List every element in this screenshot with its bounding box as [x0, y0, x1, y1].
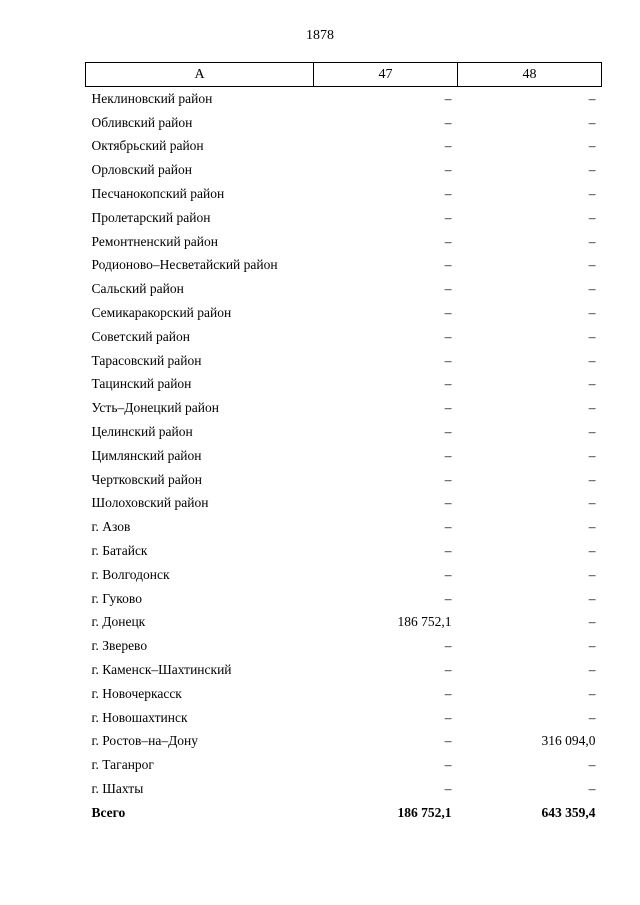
row-name: г. Шахты	[91, 781, 144, 796]
table-row	[86, 182, 602, 206]
value-col-47: –	[444, 757, 452, 773]
table-row	[86, 515, 602, 539]
table-row	[86, 396, 602, 420]
table-row	[86, 587, 602, 611]
table-row	[86, 539, 602, 563]
value-col-47: –	[444, 305, 452, 321]
row-name: Песчанокопский район	[91, 186, 225, 202]
table-row	[86, 682, 602, 706]
column-header-48: 48	[458, 63, 602, 87]
value-col-48: –	[588, 662, 596, 678]
row-name: г. Волгодонск	[91, 566, 170, 582]
row-name: Советский район	[91, 328, 190, 344]
value-col-47: –	[444, 186, 452, 202]
value-col-48: 643 359,4	[541, 804, 596, 820]
value-col-48: –	[588, 257, 596, 273]
row-name: Чертковский район	[91, 471, 202, 487]
table-row	[86, 301, 602, 325]
table-row	[86, 753, 602, 777]
table-row	[86, 230, 602, 254]
value-col-48: –	[588, 495, 596, 511]
value-col-47: 186 752,1	[397, 804, 452, 820]
value-col-47: –	[444, 233, 452, 249]
value-col-47: –	[444, 400, 452, 416]
value-col-48: –	[588, 638, 596, 654]
table-row	[86, 706, 602, 730]
row-name: г. Азов	[91, 519, 131, 535]
value-col-48: –	[588, 424, 596, 440]
value-col-47: –	[444, 162, 452, 178]
row-name: Родионово–Несветайский район	[91, 257, 278, 273]
value-col-48: –	[588, 138, 596, 154]
table-row	[86, 135, 602, 159]
table-row	[86, 325, 602, 349]
column-header-a: А	[86, 63, 314, 87]
value-col-48: –	[588, 566, 596, 582]
value-col-47: –	[444, 471, 452, 487]
value-col-47: –	[444, 566, 452, 582]
value-col-47: –	[444, 733, 452, 749]
table-row	[86, 444, 602, 468]
value-col-47: –	[444, 638, 452, 654]
value-col-47: –	[444, 328, 452, 344]
value-col-47: –	[444, 424, 452, 440]
table-row	[86, 563, 602, 587]
value-col-47: –	[444, 257, 452, 273]
row-name: г. Гуково	[91, 590, 142, 606]
value-col-47: 186 752,1	[397, 614, 452, 630]
row-name: Орловский район	[91, 162, 192, 178]
value-col-48: –	[588, 471, 596, 487]
value-col-47: –	[444, 781, 452, 796]
table-row	[86, 277, 602, 301]
value-col-47: –	[444, 495, 452, 511]
value-col-48: –	[588, 281, 596, 297]
table-row	[86, 111, 602, 135]
table-body	[86, 87, 602, 825]
row-name: Шолоховский район	[91, 495, 209, 511]
value-col-47: –	[444, 662, 452, 678]
value-col-47: –	[444, 138, 452, 154]
table-header-row	[86, 63, 602, 87]
table-row	[86, 777, 602, 801]
value-col-47: –	[444, 519, 452, 535]
total-row	[86, 801, 602, 825]
row-name: г. Батайск	[91, 543, 148, 559]
table-row	[86, 492, 602, 516]
row-name: Тарасовский район	[91, 352, 202, 368]
value-col-48: –	[588, 614, 596, 630]
row-name: Всего	[91, 804, 126, 820]
row-name: Усть–Донецкий район	[91, 400, 219, 416]
value-col-48: 316 094,0	[541, 733, 596, 749]
value-col-47: –	[444, 709, 452, 725]
value-col-48: –	[588, 209, 596, 225]
value-col-48: –	[588, 90, 596, 106]
table-row	[86, 373, 602, 397]
row-name: Ремонтненский район	[91, 233, 218, 249]
value-col-48: –	[588, 685, 596, 701]
row-name: г. Новошахтинск	[91, 709, 188, 725]
row-name: Обливский район	[91, 114, 193, 130]
column-header-47: 47	[314, 63, 458, 87]
row-name: Целинский район	[91, 424, 193, 440]
value-col-48: –	[588, 186, 596, 202]
value-col-47: –	[444, 447, 452, 463]
value-col-48: –	[588, 757, 596, 773]
value-col-48: –	[588, 162, 596, 178]
row-name: Сальский район	[91, 281, 184, 297]
value-col-47: –	[444, 376, 452, 392]
value-col-48: –	[588, 328, 596, 344]
row-name: Семикаракорский район	[91, 305, 232, 321]
table-row	[86, 158, 602, 182]
value-col-48: –	[588, 352, 596, 368]
row-name: Пролетарский район	[91, 209, 211, 225]
table-row	[86, 254, 602, 278]
row-name: г. Ростов–на–Дону	[91, 733, 199, 749]
value-col-48: –	[588, 233, 596, 249]
row-name: г. Донецк	[91, 614, 146, 630]
value-col-47: –	[444, 114, 452, 130]
value-col-47: –	[444, 543, 452, 559]
value-col-48: –	[588, 400, 596, 416]
row-name: Октябрьский район	[91, 138, 204, 154]
value-col-48: –	[588, 781, 596, 796]
value-col-48: –	[588, 709, 596, 725]
row-name: Цимлянский район	[91, 447, 202, 463]
value-col-48: –	[588, 543, 596, 559]
value-col-47: –	[444, 281, 452, 297]
row-name: г. Зверево	[91, 638, 148, 654]
row-name: г. Новочеркасск	[91, 685, 182, 701]
row-name: г. Каменск–Шахтинский	[91, 662, 232, 678]
value-col-48: –	[588, 114, 596, 130]
value-col-47: –	[444, 685, 452, 701]
table-row	[86, 349, 602, 373]
table-row	[86, 634, 602, 658]
value-col-48: –	[588, 447, 596, 463]
value-col-47: –	[444, 590, 452, 606]
table-row	[86, 730, 602, 754]
value-col-47: –	[444, 352, 452, 368]
row-name: г. Таганрог	[91, 757, 154, 773]
value-col-48: –	[588, 305, 596, 321]
table-row	[86, 611, 602, 635]
page-number: 1878	[306, 28, 334, 43]
row-name: Неклиновский район	[91, 90, 213, 106]
value-col-47: –	[444, 90, 452, 106]
table-row	[86, 420, 602, 444]
table-row	[86, 206, 602, 230]
table-row	[86, 468, 602, 492]
value-col-48: –	[588, 519, 596, 535]
value-col-47: –	[444, 209, 452, 225]
table-row	[86, 87, 602, 111]
value-col-48: –	[588, 590, 596, 606]
table-row	[86, 658, 602, 682]
data-table	[85, 62, 602, 825]
row-name: Тацинский район	[91, 376, 192, 392]
value-col-48: –	[588, 376, 596, 392]
